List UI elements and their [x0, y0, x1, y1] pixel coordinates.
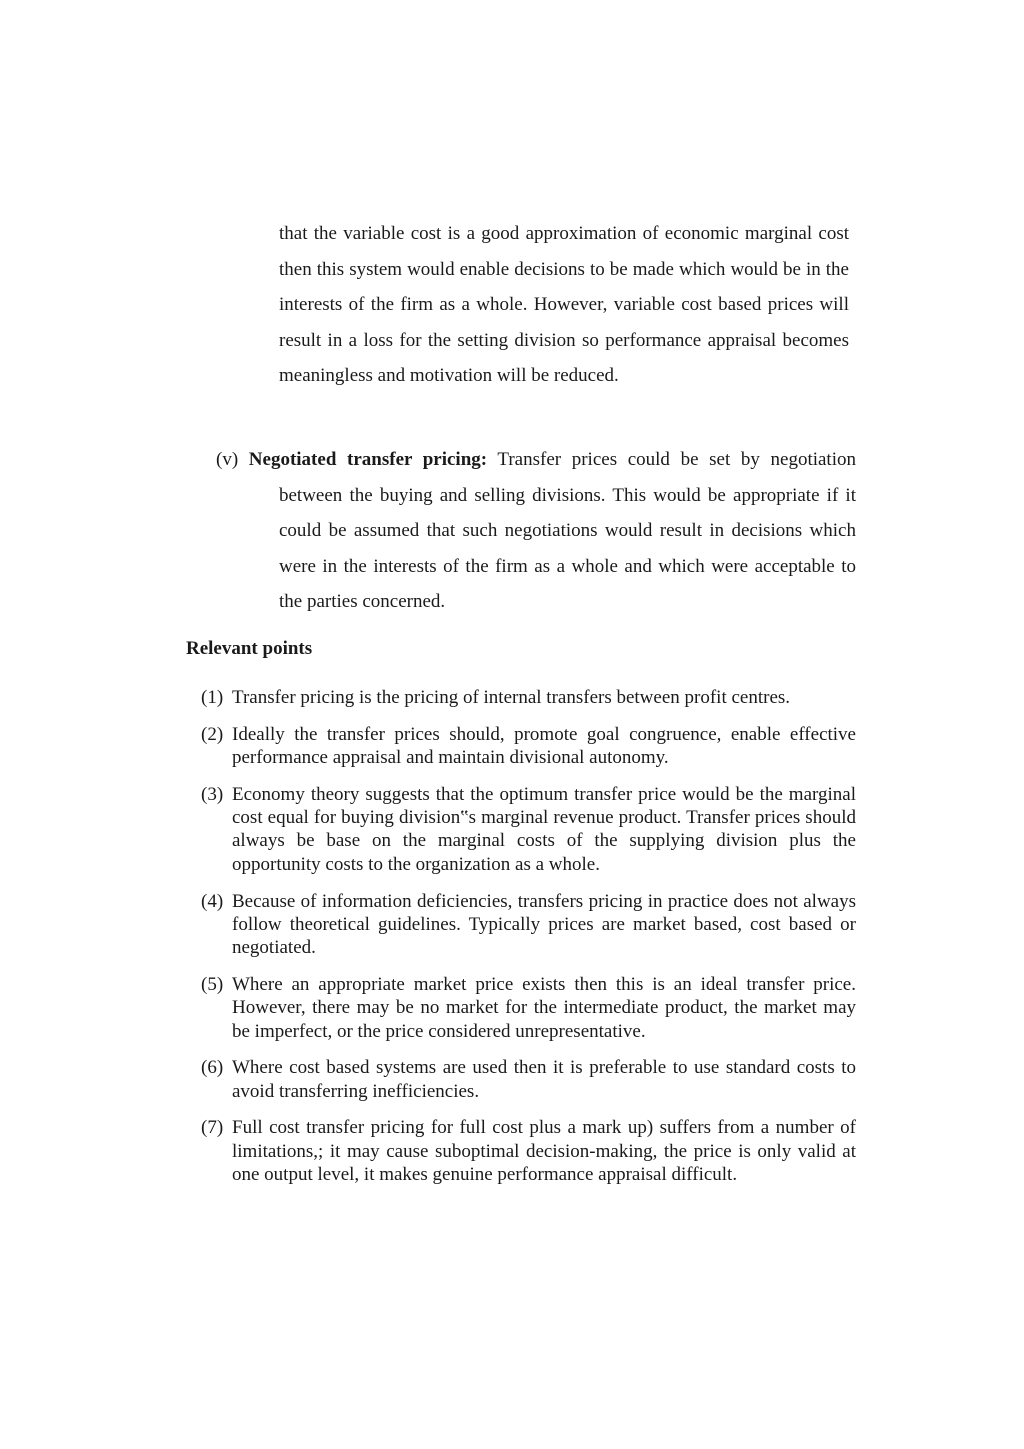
list-item: [201, 1056, 856, 1103]
list-item: [201, 1116, 856, 1186]
list-item-text: Ideally the transfer prices should, promote goal congruence, enable effective performance appraisal and maintain divisional autonomy.: [232, 723, 856, 769]
list-item-number: (6): [201, 1057, 224, 1079]
list-item-text: Economy theory suggests that the optimum transfer price would be the marginal cost equal for buying division‟s marginal revenue product. Transfer prices should always be base on the marginal costs of the supplying division plus the opportunity costs to the organization as a whole.: [232, 783, 856, 875]
list-item-number: (3): [201, 783, 224, 805]
list-item: [201, 973, 856, 1043]
relevant-points-list: [201, 686, 856, 1200]
section-v-marker: (v): [216, 449, 239, 470]
list-item: [201, 783, 856, 876]
section-v-title: Negotiated transfer pricing:: [248, 449, 488, 470]
section-v-body: between the buying and selling divisions. This would be appropriate if it could be assumed that such negotiations would result in decisions which were in the interests of the firm as a whole and which were acceptable to the parties concerned.: [279, 484, 856, 612]
list-item-text: Full cost transfer pricing for full cost plus a mark up) suffers from a number of limitations,; it may cause suboptimal decision-making, the price is only valid at one output level, it makes genuine performance appraisal difficult.: [232, 1117, 856, 1186]
section-negotiated-transfer-pricing: [216, 442, 856, 620]
list-item-text: Where an appropriate market price exists then this is an ideal transfer price. However, there may be no market for the intermediate product, the market may be imperfect, or the price considered unrepresentative.: [232, 973, 856, 1042]
list-item: [201, 686, 856, 709]
list-item: [201, 890, 856, 960]
list-item-text: Where cost based systems are used then it is preferable to use standard costs to avoid transferring inefficiencies.: [232, 1057, 856, 1102]
list-item-number: (1): [201, 687, 224, 708]
section-v-first-line: [216, 442, 856, 478]
relevant-points-heading: Relevant points: [186, 638, 313, 659]
list-item-number: (5): [201, 973, 224, 995]
section-v-first-line-text: Transfer prices could be set by negotiation: [497, 449, 856, 470]
list-item: [201, 723, 856, 770]
list-item-text: Transfer pricing is the pricing of internal transfers between profit centres.: [232, 687, 791, 708]
list-item-number: (4): [201, 890, 224, 912]
continuation-paragraph: that the variable cost is a good approximation of economic marginal cost then this system would enable decisions to be made which would be in the interests of the firm as a whole. However, variable cost based prices will result in a loss for the setting division so performance appraisal becomes meaningless and motivation will be reduced.: [279, 223, 849, 386]
list-item-number: (2): [201, 723, 224, 745]
list-item-number: (7): [201, 1117, 224, 1139]
list-item-text: Because of information deficiencies, transfers pricing in practice does not always follow theoretical guidelines. Typically prices are market based, cost based or negotiated.: [232, 890, 856, 959]
